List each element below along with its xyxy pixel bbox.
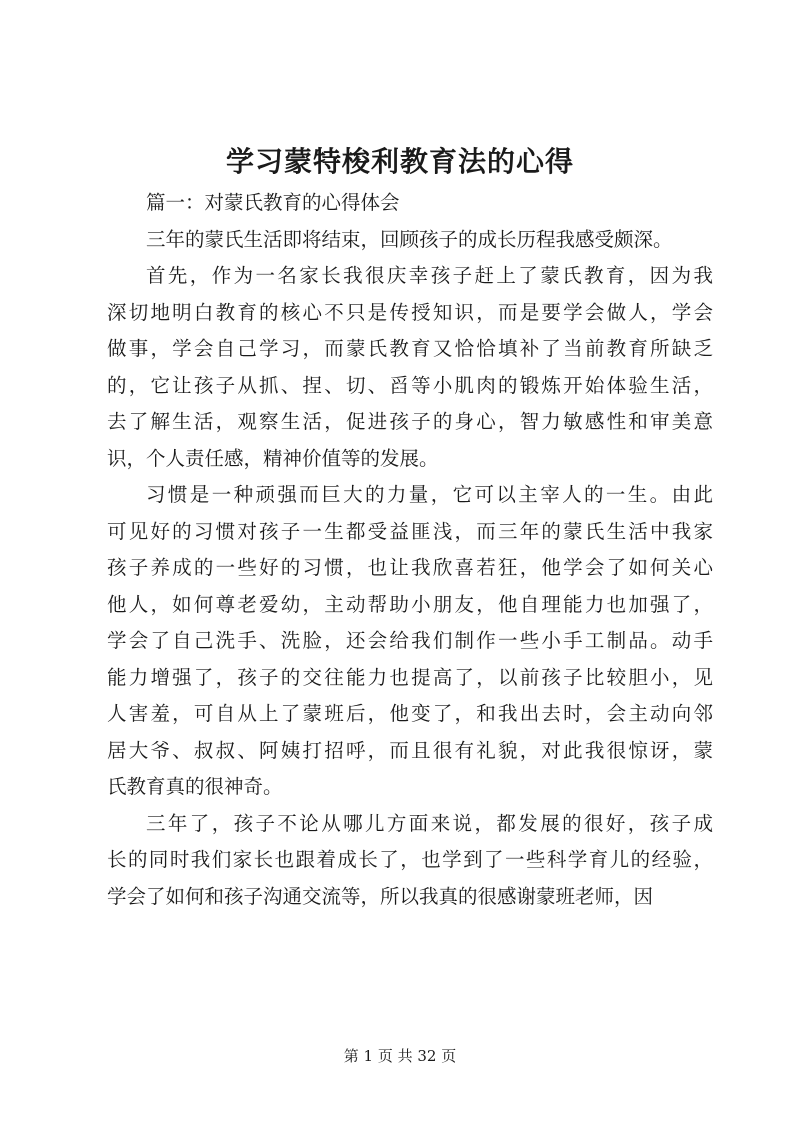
text-line: 深切地明白教育的核心不只是传授知识，而是要学会做人，学会 <box>107 300 713 324</box>
text-line: 识，个人责任感，精神价值等的发展。 <box>107 446 439 470</box>
text-line: 习惯是一种顽强而巨大的力量，它可以主宰人的一生。由此 <box>146 483 713 506</box>
text-line: 可见好的习惯对孩子一生都受益匪浅，而三年的蒙氏生活中我家 <box>107 519 713 543</box>
paragraph <box>107 222 713 259</box>
paragraph <box>107 477 713 806</box>
paragraph <box>107 806 713 916</box>
paragraph <box>107 258 713 477</box>
text-line: 氏教育真的很神奇。 <box>107 775 283 798</box>
text-line: 做事，学会自己学习，而蒙氏教育又恰恰填补了当前教育所缺乏 <box>107 337 713 360</box>
text-line: 三年的蒙氏生活即将结束，回顾孩子的成长历程我感受颇深。 <box>146 227 673 251</box>
text-line: 孩子养成的一些好的习惯，也让我欣喜若狂，他学会了如何关心 <box>107 556 713 579</box>
document-body <box>107 185 713 915</box>
text-line: 长的同时我们家长也跟着成长了，也学到了一些科学育儿的经验， <box>107 848 713 871</box>
text-line: 人害羞，可自从上了蒙班后，他变了，和我出去时，会主动向邻 <box>107 702 713 725</box>
text-line: 首先，作为一名家长我很庆幸孩子赶上了蒙氏教育，因为我 <box>146 264 713 287</box>
text-line: 学会了自己洗手、洗脸，还会给我们制作一些小手工制品。动手 <box>107 629 713 652</box>
document-title: 学习蒙特梭利教育法的心得 <box>225 145 574 178</box>
text-line: 能力增强了，孩子的交往能力也提高了，以前孩子比较胆小，见 <box>107 665 713 689</box>
page-footer: 第 1 页 共 32 页 <box>343 1047 457 1065</box>
text-line: 篇一：对蒙氏教育的心得体会 <box>146 191 400 214</box>
text-line: 他人，如何尊老爱幼，主动帮助小朋友，他自理能力也加强了， <box>107 592 713 616</box>
text-line: 居大爷、叔叔、阿姨打招呼，而且很有礼貌，对此我很惊讶，蒙 <box>107 738 713 762</box>
text-line: 学会了如何和孩子沟通交流等，所以我真的很感谢蒙班老师，因 <box>107 884 654 908</box>
paragraph <box>107 185 713 222</box>
text-line: 的，它让孩子从抓、捏、切、舀等小肌肉的锻炼开始体验生活， <box>107 373 713 397</box>
text-line: 去了解生活，观察生活，促进孩子的身心，智力敏感性和审美意 <box>107 410 713 433</box>
text-line: 三年了，孩子不论从哪儿方面来说，都发展的很好，孩子成 <box>146 811 713 835</box>
